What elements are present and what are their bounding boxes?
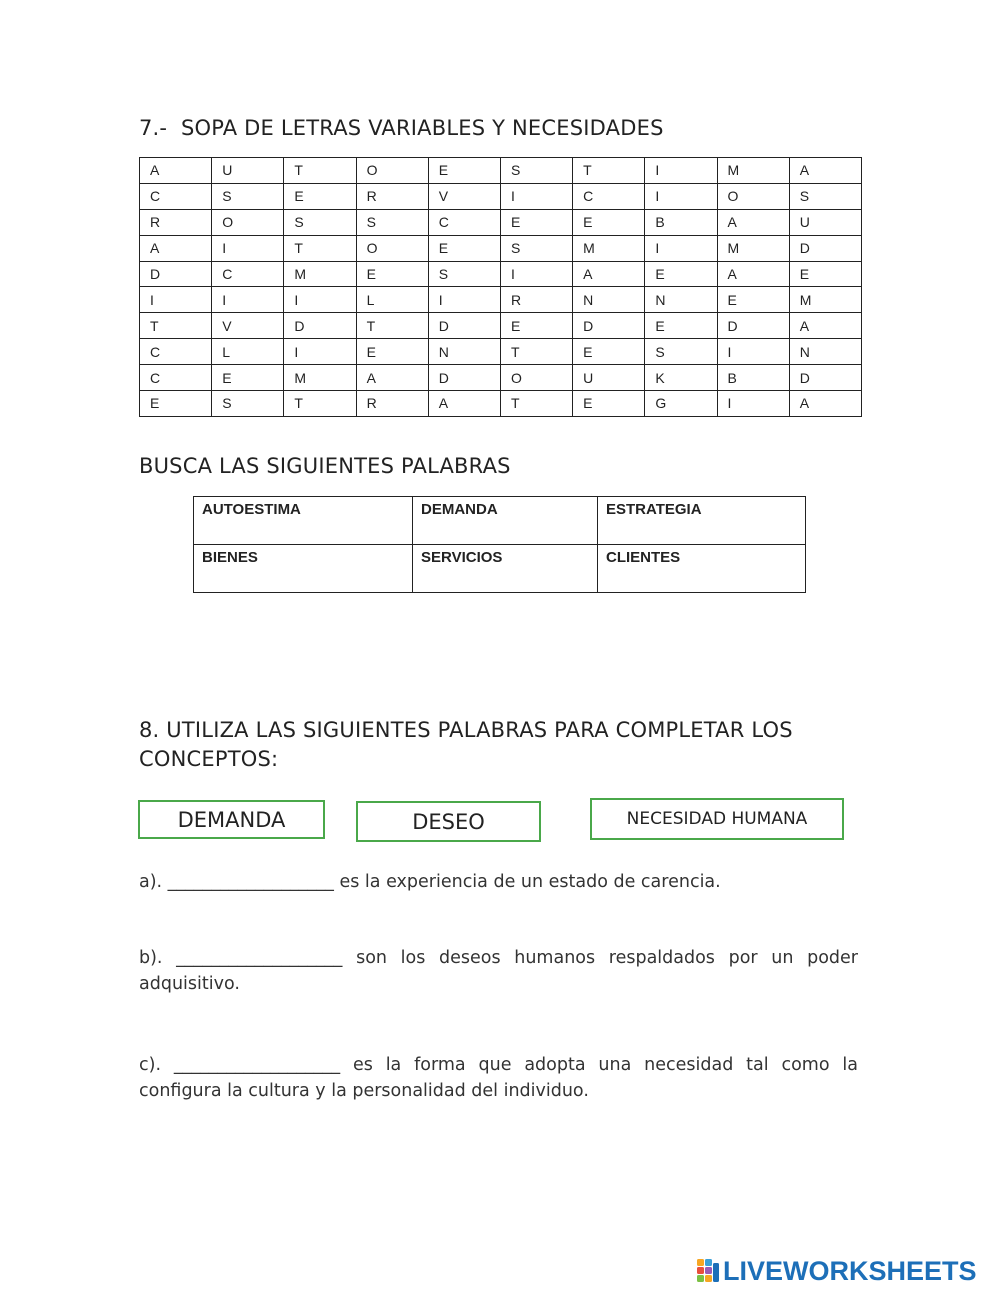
- grid-cell[interactable]: K: [645, 365, 717, 391]
- grid-row: [140, 209, 862, 235]
- grid-cell[interactable]: I: [212, 287, 284, 313]
- grid-row: [140, 183, 862, 209]
- word-box-necesidad-humana[interactable]: NECESIDAD HUMANA: [590, 798, 844, 840]
- word-box-demanda[interactable]: DEMANDA: [138, 800, 325, 839]
- grid-cell[interactable]: U: [789, 209, 861, 235]
- grid-cell[interactable]: I: [284, 287, 356, 313]
- grid-cell[interactable]: O: [212, 209, 284, 235]
- grid-cell[interactable]: A: [140, 235, 212, 261]
- grid-cell[interactable]: A: [717, 209, 789, 235]
- grid-cell[interactable]: A: [573, 261, 645, 287]
- grid-cell[interactable]: M: [573, 235, 645, 261]
- grid-cell[interactable]: D: [284, 313, 356, 339]
- grid-cell[interactable]: A: [789, 313, 861, 339]
- grid-row: [140, 261, 862, 287]
- grid-cell[interactable]: T: [356, 313, 428, 339]
- grid-cell[interactable]: D: [428, 313, 500, 339]
- grid-cell[interactable]: A: [789, 391, 861, 417]
- grid-cell[interactable]: D: [717, 313, 789, 339]
- grid-cell[interactable]: S: [212, 183, 284, 209]
- grid-cell[interactable]: I: [717, 339, 789, 365]
- grid-cell[interactable]: E: [573, 391, 645, 417]
- grid-cell[interactable]: T: [573, 158, 645, 184]
- word-list-row: [194, 545, 806, 593]
- grid-cell[interactable]: N: [789, 339, 861, 365]
- liveworksheets-logo-text: LIVEWORKSHEETS: [723, 1255, 977, 1286]
- grid-cell[interactable]: I: [212, 235, 284, 261]
- grid-cell[interactable]: D: [140, 261, 212, 287]
- word-list-item: ESTRATEGIA: [598, 497, 806, 545]
- grid-cell[interactable]: M: [717, 235, 789, 261]
- grid-cell[interactable]: D: [428, 365, 500, 391]
- grid-cell[interactable]: N: [573, 287, 645, 313]
- grid-cell[interactable]: R: [356, 391, 428, 417]
- grid-cell[interactable]: O: [500, 365, 572, 391]
- grid-cell[interactable]: I: [645, 235, 717, 261]
- grid-cell[interactable]: S: [284, 209, 356, 235]
- grid-cell[interactable]: S: [789, 183, 861, 209]
- grid-cell[interactable]: N: [645, 287, 717, 313]
- grid-cell[interactable]: C: [140, 339, 212, 365]
- grid-cell[interactable]: E: [428, 235, 500, 261]
- grid-cell[interactable]: E: [428, 158, 500, 184]
- grid-cell[interactable]: I: [645, 183, 717, 209]
- grid-cell[interactable]: T: [140, 313, 212, 339]
- grid-cell[interactable]: O: [356, 235, 428, 261]
- word-search-grid: [139, 157, 862, 417]
- grid-cell[interactable]: T: [284, 235, 356, 261]
- word-list-table: [193, 496, 806, 593]
- grid-row: [140, 313, 862, 339]
- grid-cell[interactable]: L: [212, 339, 284, 365]
- grid-cell[interactable]: G: [645, 391, 717, 417]
- grid-cell[interactable]: E: [212, 365, 284, 391]
- grid-cell[interactable]: E: [645, 261, 717, 287]
- grid-cell[interactable]: E: [356, 261, 428, 287]
- grid-cell[interactable]: D: [573, 313, 645, 339]
- grid-cell[interactable]: E: [573, 209, 645, 235]
- grid-cell[interactable]: T: [284, 158, 356, 184]
- grid-cell[interactable]: S: [356, 209, 428, 235]
- grid-row: [140, 365, 862, 391]
- grid-cell[interactable]: V: [212, 313, 284, 339]
- grid-cell[interactable]: E: [356, 339, 428, 365]
- grid-cell[interactable]: S: [500, 235, 572, 261]
- grid-cell[interactable]: E: [789, 261, 861, 287]
- grid-cell[interactable]: M: [284, 365, 356, 391]
- grid-row: [140, 287, 862, 313]
- grid-cell[interactable]: I: [428, 287, 500, 313]
- grid-cell[interactable]: V: [428, 183, 500, 209]
- grid-cell[interactable]: R: [140, 209, 212, 235]
- grid-cell[interactable]: I: [500, 261, 572, 287]
- grid-cell[interactable]: E: [717, 287, 789, 313]
- word-list-item: BIENES: [194, 545, 413, 593]
- grid-cell[interactable]: C: [428, 209, 500, 235]
- grid-cell[interactable]: I: [717, 391, 789, 417]
- grid-row: [140, 235, 862, 261]
- grid-cell[interactable]: M: [284, 261, 356, 287]
- word-list-item: AUTOESTIMA: [194, 497, 413, 545]
- grid-cell[interactable]: L: [356, 287, 428, 313]
- grid-cell[interactable]: T: [500, 339, 572, 365]
- section8-title: 8. UTILIZA LAS SIGUIENTES PALABRAS PARA COMPLETAR LOS CONCEPTOS:: [139, 718, 793, 771]
- grid-cell[interactable]: N: [428, 339, 500, 365]
- grid-cell[interactable]: E: [573, 339, 645, 365]
- grid-cell[interactable]: B: [717, 365, 789, 391]
- grid-cell[interactable]: O: [356, 158, 428, 184]
- word-list-row: [194, 497, 806, 545]
- grid-cell[interactable]: E: [284, 183, 356, 209]
- grid-row: [140, 391, 862, 417]
- word-list-item: SERVICIOS: [413, 545, 598, 593]
- word-list-item: DEMANDA: [413, 497, 598, 545]
- grid-cell[interactable]: C: [573, 183, 645, 209]
- grid-cell[interactable]: U: [573, 365, 645, 391]
- grid-row: [140, 158, 862, 184]
- word-list-item: CLIENTES: [598, 545, 806, 593]
- question-b: b). ___________________ son los deseos humanos respaldados por un poder adquisitivo.: [139, 948, 858, 994]
- grid-cell[interactable]: I: [140, 287, 212, 313]
- grid-cell[interactable]: S: [212, 391, 284, 417]
- grid-cell[interactable]: T: [500, 391, 572, 417]
- question-c: c). ___________________ es la forma que adopta una necesidad tal como la configura la cultura y la personalidad del individuo.: [139, 1055, 858, 1101]
- grid-cell[interactable]: A: [717, 261, 789, 287]
- grid-cell[interactable]: D: [789, 365, 861, 391]
- grid-cell[interactable]: A: [789, 158, 861, 184]
- grid-cell[interactable]: D: [789, 235, 861, 261]
- grid-cell[interactable]: S: [428, 261, 500, 287]
- liveworksheets-logo-icon: [696, 1257, 720, 1285]
- grid-cell[interactable]: I: [284, 339, 356, 365]
- search-words-heading: BUSCA LAS SIGUIENTES PALABRAS: [139, 454, 511, 478]
- grid-cell[interactable]: M: [717, 158, 789, 184]
- grid-cell[interactable]: B: [645, 209, 717, 235]
- grid-cell[interactable]: C: [140, 183, 212, 209]
- question-a: a). ___________________ es la experiencia de un estado de carencia.: [139, 872, 721, 892]
- grid-cell[interactable]: E: [645, 313, 717, 339]
- grid-cell[interactable]: A: [140, 158, 212, 184]
- grid-cell[interactable]: C: [140, 365, 212, 391]
- grid-cell[interactable]: S: [645, 339, 717, 365]
- grid-cell[interactable]: I: [500, 183, 572, 209]
- grid-cell[interactable]: U: [212, 158, 284, 184]
- grid-cell[interactable]: E: [500, 313, 572, 339]
- grid-row: [140, 339, 862, 365]
- grid-cell[interactable]: C: [212, 261, 284, 287]
- grid-cell[interactable]: R: [500, 287, 572, 313]
- grid-cell[interactable]: S: [500, 158, 572, 184]
- grid-cell[interactable]: I: [645, 158, 717, 184]
- grid-cell[interactable]: A: [428, 391, 500, 417]
- liveworksheets-logo[interactable]: [696, 1255, 977, 1287]
- grid-cell[interactable]: T: [284, 391, 356, 417]
- section7-title: 7.- SOPA DE LETRAS VARIABLES Y NECESIDADES: [139, 116, 664, 140]
- grid-cell[interactable]: E: [140, 391, 212, 417]
- grid-cell[interactable]: O: [717, 183, 789, 209]
- grid-cell[interactable]: A: [356, 365, 428, 391]
- grid-cell[interactable]: M: [789, 287, 861, 313]
- grid-cell[interactable]: E: [500, 209, 572, 235]
- grid-cell[interactable]: R: [356, 183, 428, 209]
- word-box-deseo[interactable]: DESEO: [356, 801, 541, 842]
